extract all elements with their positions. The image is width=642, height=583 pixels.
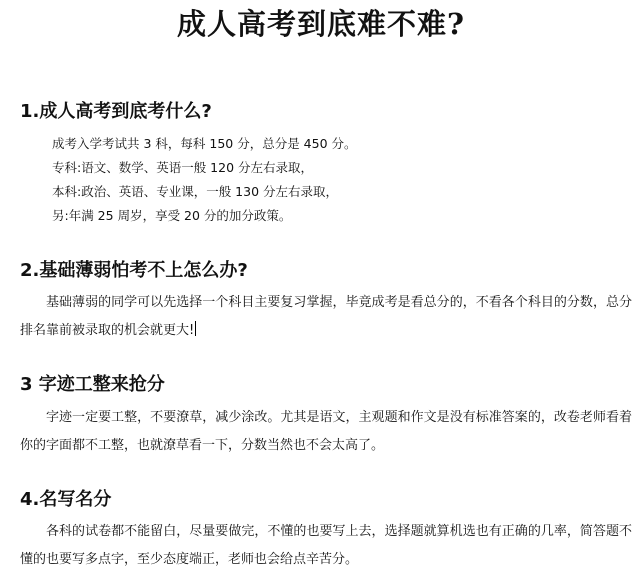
page-title: 成人高考到底难不难? xyxy=(177,7,465,41)
section-1-heading: 1.成人高考到底考什么? xyxy=(20,101,212,122)
section-4-heading: 4.名写名分 xyxy=(20,489,112,510)
section-1-line-1: 成考入学考试共 3 科，每科 150 分，总分是 450 分。 xyxy=(52,136,357,151)
section-2-paragraph[interactable] xyxy=(20,289,632,345)
section-1-line-4: 另:年满 25 周岁，享受 20 分的加分政策。 xyxy=(52,208,292,223)
section-4-paragraph: 各科的试卷都不能留白，尽量要做完，不懂的也要写上去，选择题就算机选也有正确的几率，简答题不懂的也要写多点字，至少态度端正，老师也会给点辛苦分。 xyxy=(20,524,632,567)
text-cursor xyxy=(195,321,196,336)
section-3-paragraph: 字迹一定要工整，不要潦草，减少涂改。尤其是语文，主观题和作文是没有标准答案的，改卷老师看着你的字面都不工整，也就潦草看一下，分数当然也不会太高了。 xyxy=(20,410,632,453)
section-2-heading: 2.基础薄弱怕考不上怎么办? xyxy=(20,260,248,281)
section-3-heading: 3 字迹工整来抢分 xyxy=(20,374,165,395)
section-2-paragraph-text: 基础薄弱的同学可以先选择一个科目主要复习掌握，毕竟成考是看总分的，不看各个科目的分数，总分排名靠前被录取的机会就更大! xyxy=(20,295,632,338)
section-1-line-3: 本科:政治、英语、专业课，一般 130 分左右录取， xyxy=(52,184,339,199)
section-1-line-2: 专科:语文、数学、英语一般 120 分左右录取， xyxy=(52,160,314,175)
